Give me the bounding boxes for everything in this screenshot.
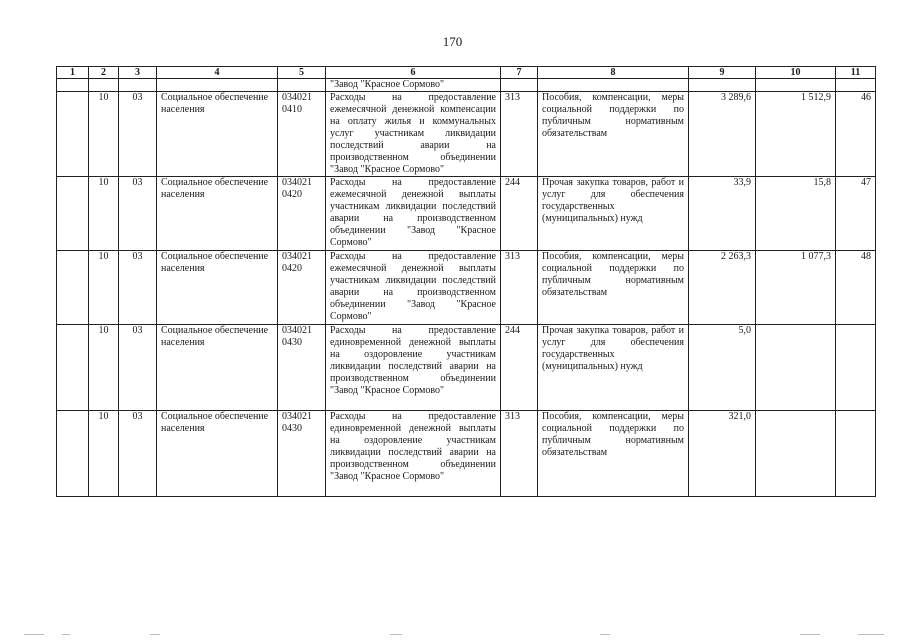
header-col-1: 1 <box>57 67 89 79</box>
page-number: 170 <box>442 34 463 49</box>
expense-type-code: 313 <box>501 251 538 325</box>
cell <box>501 79 538 92</box>
amount-col-9: 3 289,6 <box>689 92 756 177</box>
cell <box>89 79 119 92</box>
expense-type-code: 244 <box>501 325 538 411</box>
cell <box>57 177 89 251</box>
header-col-8: 8 <box>538 67 689 79</box>
expense-description: Расходы на предоставление единовременной денежной выплаты на оздоровление участникам ликвидации последствий аварии на производственном объединении "Завод "Красное Сормово" <box>326 325 501 411</box>
table-row <box>57 251 876 325</box>
cell <box>538 79 689 92</box>
target-code: 034021 0430 <box>278 325 326 411</box>
header-row <box>57 67 876 79</box>
amount-col-10: 1 077,3 <box>756 251 836 325</box>
cell <box>57 92 89 177</box>
expense-description: Расходы на предоставление ежемесячной денежной компенсации на оплату жилья и коммунальных услуг участникам ликвидации последствий аварии на производственном объединении "Завод "Красное Сормово" <box>326 92 501 177</box>
scan-mark <box>858 634 884 635</box>
table-row <box>57 92 876 177</box>
subsection-code: 03 <box>119 411 157 497</box>
section-name: Социальное обеспечение населения <box>157 177 278 251</box>
header-col-6: 6 <box>326 67 501 79</box>
section-code: 10 <box>89 92 119 177</box>
amount-col-9: 2 263,3 <box>689 251 756 325</box>
section-name: Социальное обеспечение населения <box>157 92 278 177</box>
scan-artifacts <box>0 634 905 638</box>
header-col-9: 9 <box>689 67 756 79</box>
budget-table <box>56 66 876 497</box>
table-row <box>57 177 876 251</box>
header-col-4: 4 <box>157 67 278 79</box>
section-name: Социальное обеспечение населения <box>157 325 278 411</box>
target-code: 034021 0420 <box>278 177 326 251</box>
continuation-row <box>57 79 876 92</box>
row-number: 48 <box>836 251 876 325</box>
subsection-code: 03 <box>119 251 157 325</box>
section-code: 10 <box>89 177 119 251</box>
row-number: 46 <box>836 92 876 177</box>
cell <box>756 79 836 92</box>
header-col-3: 3 <box>119 67 157 79</box>
row-number: 47 <box>836 177 876 251</box>
section-name: Социальное обеспечение населения <box>157 251 278 325</box>
subsection-code: 03 <box>119 92 157 177</box>
header-col-11: 11 <box>836 67 876 79</box>
amount-col-9: 5,0 <box>689 325 756 411</box>
cell <box>278 79 326 92</box>
target-code: 034021 0430 <box>278 411 326 497</box>
table-row <box>57 411 876 497</box>
expense-type-code: 313 <box>501 411 538 497</box>
row-number <box>836 411 876 497</box>
expense-type-name: Пособия, компенсации, меры социальной поддержки по публичным нормативным обязательствам <box>538 251 689 325</box>
cell <box>689 79 756 92</box>
cell <box>57 325 89 411</box>
section-code: 10 <box>89 411 119 497</box>
amount-col-10: 1 512,9 <box>756 92 836 177</box>
section-code: 10 <box>89 251 119 325</box>
amount-col-10 <box>756 325 836 411</box>
table-row <box>57 325 876 411</box>
expense-type-code: 244 <box>501 177 538 251</box>
scan-mark <box>150 634 160 635</box>
expense-description: Расходы на предоставление ежемесячной денежной выплаты участникам ликвидации последствий аварии на производственном объединении "Завод "Красное Сормово" <box>326 177 501 251</box>
subsection-code: 03 <box>119 325 157 411</box>
scan-mark <box>62 634 70 635</box>
scan-mark <box>800 634 820 635</box>
scan-mark <box>600 634 610 635</box>
cell <box>119 79 157 92</box>
section-code: 10 <box>89 325 119 411</box>
scan-mark <box>24 634 44 635</box>
cell <box>57 251 89 325</box>
amount-col-9: 321,0 <box>689 411 756 497</box>
expense-type-code: 313 <box>501 92 538 177</box>
expense-type-name: Пособия, компенсации, меры социальной поддержки по публичным нормативным обязательствам <box>538 411 689 497</box>
cell <box>57 79 89 92</box>
amount-col-10 <box>756 411 836 497</box>
subsection-code: 03 <box>119 177 157 251</box>
scan-mark <box>390 634 402 635</box>
cell <box>157 79 278 92</box>
expense-description: Расходы на предоставление единовременной денежной выплаты на оздоровление участникам ликвидации последствий аварии на производственном объединении "Завод "Красное Сормово" <box>326 411 501 497</box>
expense-type-name: Прочая закупка товаров, работ и услуг для обеспечения государственных (муниципальных) нужд <box>538 177 689 251</box>
header-col-7: 7 <box>501 67 538 79</box>
continuation-text: "Завод "Красное Сормово" <box>326 79 501 92</box>
header-col-2: 2 <box>89 67 119 79</box>
expense-description: Расходы на предоставление ежемесячной денежной выплаты участникам ликвидации последствий аварии на производственном объединении "Завод "Красное Сормово" <box>326 251 501 325</box>
cell <box>836 79 876 92</box>
amount-col-9: 33,9 <box>689 177 756 251</box>
header-col-5: 5 <box>278 67 326 79</box>
section-name: Социальное обеспечение населения <box>157 411 278 497</box>
target-code: 034021 0420 <box>278 251 326 325</box>
amount-col-10: 15,8 <box>756 177 836 251</box>
header-col-10: 10 <box>756 67 836 79</box>
target-code: 034021 0410 <box>278 92 326 177</box>
row-number <box>836 325 876 411</box>
expense-type-name: Пособия, компенсации, меры социальной поддержки по публичным нормативным обязательствам <box>538 92 689 177</box>
cell <box>57 411 89 497</box>
expense-type-name: Прочая закупка товаров, работ и услуг для обеспечения государственных (муниципальных) нужд <box>538 325 689 411</box>
